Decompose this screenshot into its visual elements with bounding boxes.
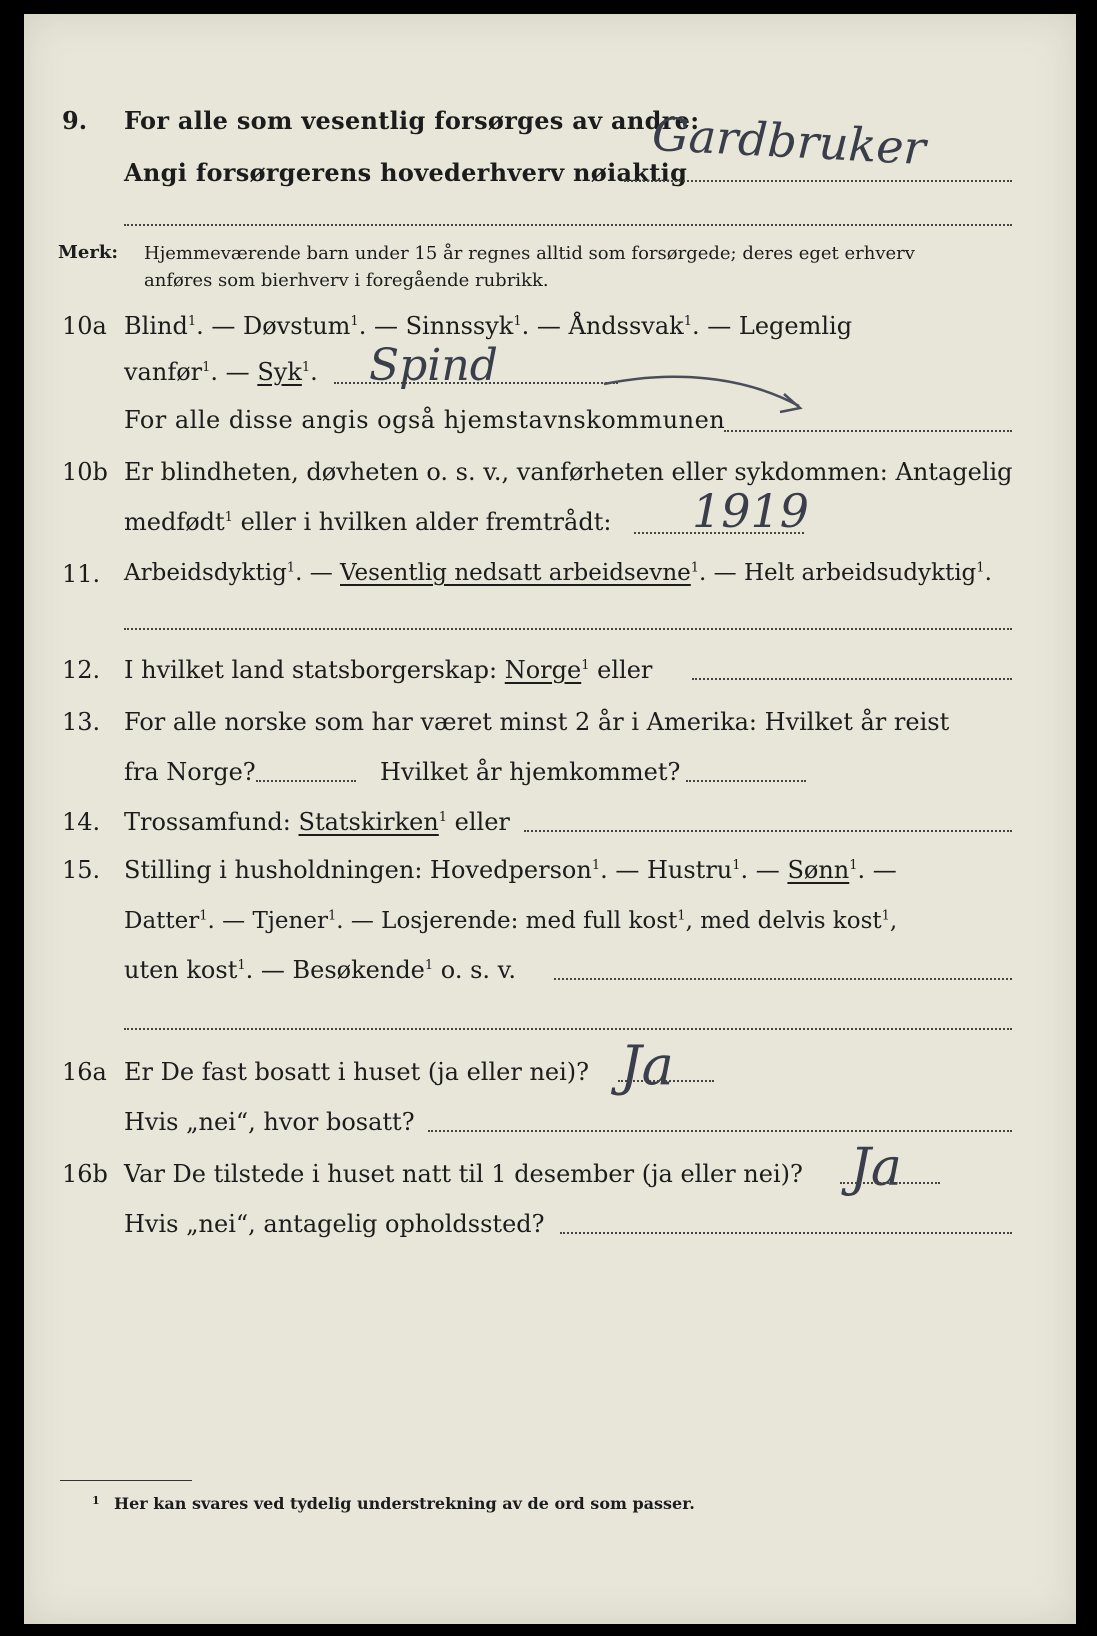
q10a-line1: Blind$^1$. — Døvstum$^1$. — Sinnssyk$^1$. — Åndssvak$^1$. — Legemlig xyxy=(124,312,853,340)
q13-line2a: fra Norge? xyxy=(124,758,256,786)
q9-number: 9. xyxy=(62,106,88,135)
q13-hjemkommet-line xyxy=(686,780,806,782)
footnote-text: Her kan svares ved tydelig understrekning av de ord som passer. xyxy=(114,1494,695,1513)
q15-line3: uten kost$^1$. — Besøkende$^1$ o. s. v. xyxy=(124,956,516,984)
q15-other-line xyxy=(554,978,1012,980)
q16b-number: 16b xyxy=(62,1160,108,1188)
q16b-answer-line xyxy=(840,1182,940,1184)
q14-line: Trossamfund: Statskirken$^1$ eller xyxy=(124,808,510,836)
q13-reist-line xyxy=(256,780,356,782)
q11-extra-line xyxy=(124,628,1012,630)
q9-extra-line xyxy=(124,224,1012,226)
q16b-answer-handwritten: Ja xyxy=(850,1138,902,1198)
q14-number: 14. xyxy=(62,808,101,836)
q10a-hjemstavn-line xyxy=(724,430,1012,432)
q13-line2b: Hvilket år hjemkommet? xyxy=(380,758,681,786)
q10b-number: 10b xyxy=(62,458,108,486)
q16a-number: 16a xyxy=(62,1058,107,1086)
q16a-answer-handwritten: Ja xyxy=(620,1034,674,1097)
q12-number: 12. xyxy=(62,656,101,684)
q13-line1: For alle norske som har været minst 2 år i Amerika: Hvilket år reist xyxy=(124,708,950,736)
q16a-bosatt-line xyxy=(428,1130,1012,1132)
q10b-line2: medfødt$^1$ eller i hvilken alder fremtrådt: xyxy=(124,508,612,536)
q10b-answer-handwritten: 1919 xyxy=(692,484,810,538)
q10a-answer-line xyxy=(334,382,618,384)
q16a-answer-line xyxy=(618,1080,714,1082)
q16b-opholdssted-line xyxy=(560,1232,1012,1234)
q9-answer-handwritten: Gardbruker xyxy=(650,106,927,176)
q15-extra-line xyxy=(124,1028,1012,1030)
merk-line2: anføres som bierhverv i foregående rubrikk. xyxy=(144,270,549,291)
q16b-line1: Var De tilstede i huset natt til 1 desember (ja eller nei)? xyxy=(124,1160,803,1188)
q9-line1: For alle som vesentlig forsørges av andre: xyxy=(124,106,700,135)
q10a-line2: vanfør$^1$. — Syk$^1$. xyxy=(124,358,318,386)
census-form-page xyxy=(24,14,1076,1624)
q15-line1: Stilling i husholdningen: Hovedperson$^1$. — Hustru$^1$. — Sønn$^1$. — xyxy=(124,856,897,884)
q11-number: 11. xyxy=(62,560,101,588)
merk-line1: Hjemmeværende barn under 15 år regnes alltid som forsørgede; deres eget erhverv xyxy=(144,243,915,264)
q16b-line2: Hvis „nei“, antagelig opholdssted? xyxy=(124,1210,545,1238)
footnote-mark: 1 xyxy=(92,1494,100,1507)
q14-other-line xyxy=(524,830,1012,832)
q9-line2: Angi forsørgerens hovederhverv nøiaktig xyxy=(124,158,688,187)
q10b-line1: Er blindheten, døvheten o. s. v., vanførheten eller sykdommen: Antagelig xyxy=(124,458,1013,486)
footnote-rule xyxy=(60,1480,192,1481)
q10a-answer-handwritten: Spind xyxy=(369,340,498,391)
q13-number: 13. xyxy=(62,708,101,736)
q16a-line1: Er De fast bosatt i huset (ja eller nei)? xyxy=(124,1058,590,1086)
q11-line: Arbeidsdyktig$^1$. — Vesentlig nedsatt arbeidsevne$^1$. — Helt arbeidsudyktig$^1$. xyxy=(124,560,992,586)
q12-line: I hvilket land statsborgerskap: Norge$^1$ eller xyxy=(124,656,653,684)
q10a-line3: For alle disse angis også hjemstavnskommunen xyxy=(124,406,726,434)
q15-number: 15. xyxy=(62,856,101,884)
q9-answer-line xyxy=(624,180,1012,182)
q12-other-line xyxy=(692,678,1012,680)
q16a-line2: Hvis „nei“, hvor bosatt? xyxy=(124,1108,415,1136)
q10a-number: 10a xyxy=(62,312,107,340)
q15-line2: Datter$^1$. — Tjener$^1$. — Losjerende: med full kost$^1$, med delvis kost$^1$, xyxy=(124,908,898,934)
merk-label: Merk: xyxy=(58,242,118,263)
